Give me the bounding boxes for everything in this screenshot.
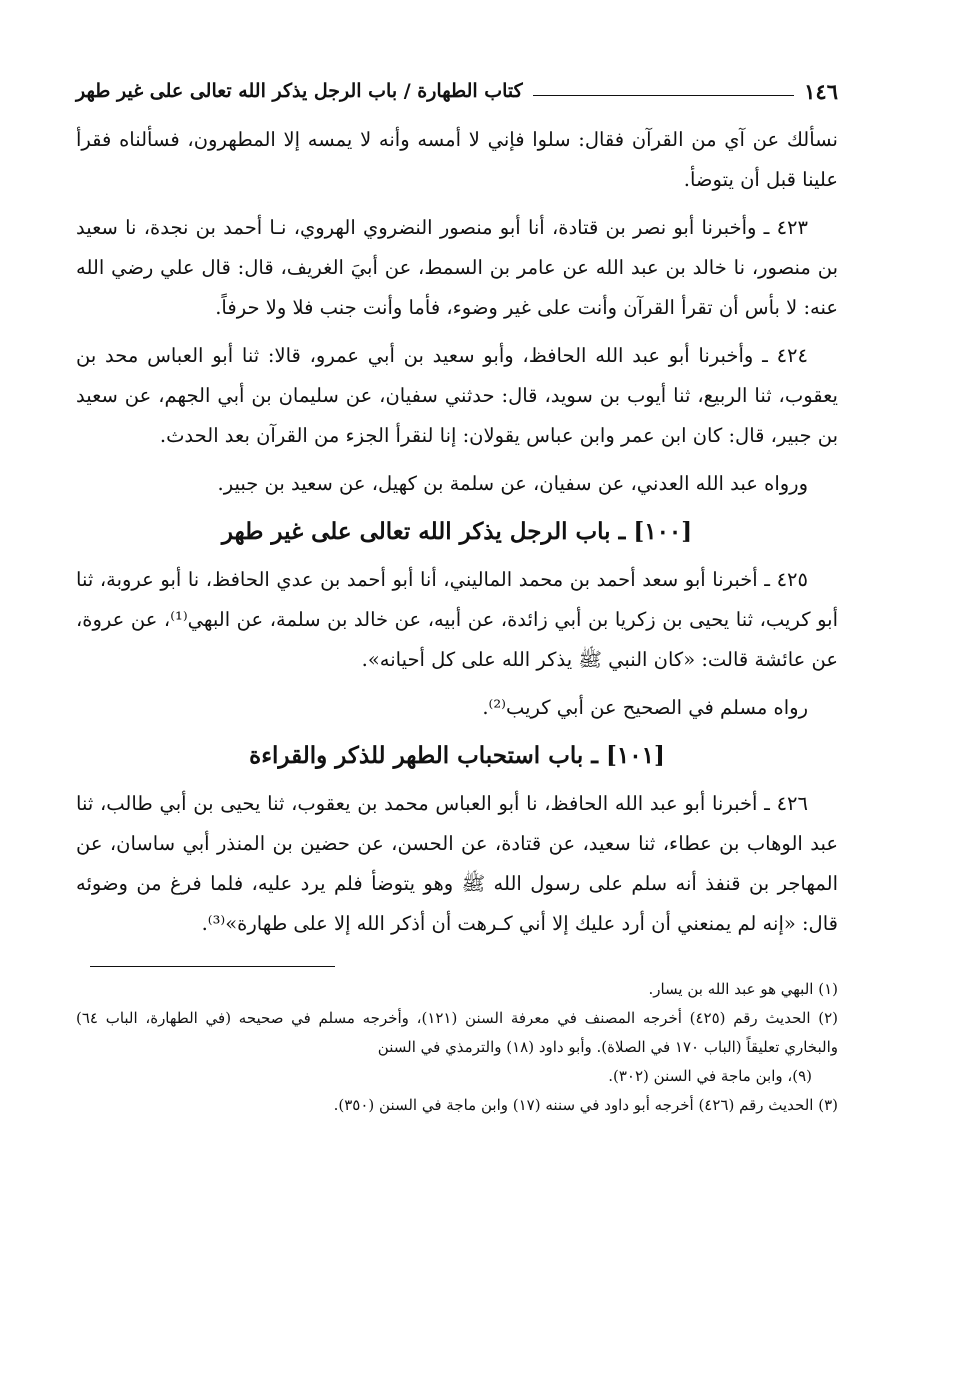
page-number: ١٤٦: [804, 78, 838, 104]
riwaya-muslim: رواه مسلم في الصحيح عن أبي كريب⁽²⁾.: [482, 696, 808, 719]
chapter-heading-101: [١٠١] ـ باب استحباب الطهر للذكر والقراءة: [249, 742, 665, 769]
footnote-rule: [90, 966, 335, 967]
footnote-2-continuation: (٩)، وابن ماجة في السنن (٣٠٢).: [608, 1067, 812, 1085]
running-title: كتاب الطهارة / باب الرجل يذكر الله تعالى على غير طهر: [76, 80, 523, 102]
footnote-3: (٣) الحديث رقم (٤٢٦) أخرجه أبو داود في سننه (١٧) وابن ماجة في السنن (٣٥٠).: [333, 1096, 838, 1114]
chapter-heading-100: [١٠٠] ـ باب الرجل يذكر الله تعالى على غير طهر: [221, 518, 693, 545]
header-rule: [533, 95, 794, 96]
hadith-426: ٤٢٦ ـ أخبرنا أبو عبد الله الحافظ، نا أبو العباس محمد بن يعقوب، ثنا يحيى بن أبي طالب، ثنا عبد الوهاب بن عطاء، ثنا سعيد، عن قتادة، عن الحسن، عن حضين بن المنذر أبي ساسان، عن المهاجر بن قنفذ أنه سلم على رسول الله ﷺ وهو يتوضأ فلم يرد عليه، فلما فرغ من وضوئه قال: «إنه لم يمنعني أن أرد عليك إلا أني كـرهت أن أذكر الله إلا على طهارة»⁽³⁾.: [76, 792, 838, 935]
riwaya-note: ورواه عبد الله العدني، عن سفيان، عن سلمة بن كهيل، عن سعيد بن جبير.: [217, 472, 808, 495]
paragraph-continuation: نسألك عن آي من القرآن فقال: سلوا فإني لا أمسه وأنه لا يمسه إلا المطهرون، فسألناه فقرأ علينا قبل أن يتوضأ.: [76, 128, 838, 191]
footnote-1: (١) البهي هو عبد الله بن يسار.: [648, 980, 838, 998]
hadith-425: ٤٢٥ ـ أخبرنا أبو سعد أحمد بن محمد الماليني، أنا أبو أحمد بن عدي الحافظ، نا أبو عروبة، ثنا أبو كريب، ثنا يحيى بن زكريا بن أبي زائدة، عن أبيه، عن خالد بن سلمة، عن البهي⁽¹⁾، عن عروة، عن عائشة قالت: «كان النبي ﷺ يذكر الله على كل أحيانه».: [76, 568, 838, 671]
hadith-424: ٤٢٤ ـ وأخبرنا أبو عبد الله الحافظ، وأبو سعيد بن أبي عمرو، قالا: ثنا أبو العباس محد بن يعقوب، ثنا الربيع، ثنا أيوب بن سويد، قال: حدثني سفيان، عن سليمان بن أبي الجهم، عن سعيد بن جبير، قال: كان ابن عمر وابن عباس يقولان: إنا لنقرأ الجزء من القرآن بعد الحدث.: [76, 344, 838, 447]
running-header: [76, 70, 838, 112]
footnote-2: (٢) الحديث رقم (٤٢٥) أخرجه المصنف في معرفة السنن (١٢١)، وأخرجه مسلم في صحيحه (في الطهارة، الباب ٦٤) والبخاري تعليقاً (الباب ١٧٠ في الصلاة). وأبو داود (١٨) والترمذي في السنن: [76, 1009, 838, 1056]
hadith-423: ٤٢٣ ـ وأخبرنا أبو نصر بن قتادة، أنا أبو منصور النضروي الهروي، نـا أحمد بن نجدة، نا سعيد بن منصور، نا خالد بن عبد الله عن عامر بن السمط، عن أبيَ الغريف، قال: قال علي رضي الله عنه: لا بأس أن تقرأ القرآن وأنت على غير وضوء، فأما وأنت جنب فلا ولا حرفاً.: [76, 216, 838, 319]
book-page: [76, 70, 838, 1120]
